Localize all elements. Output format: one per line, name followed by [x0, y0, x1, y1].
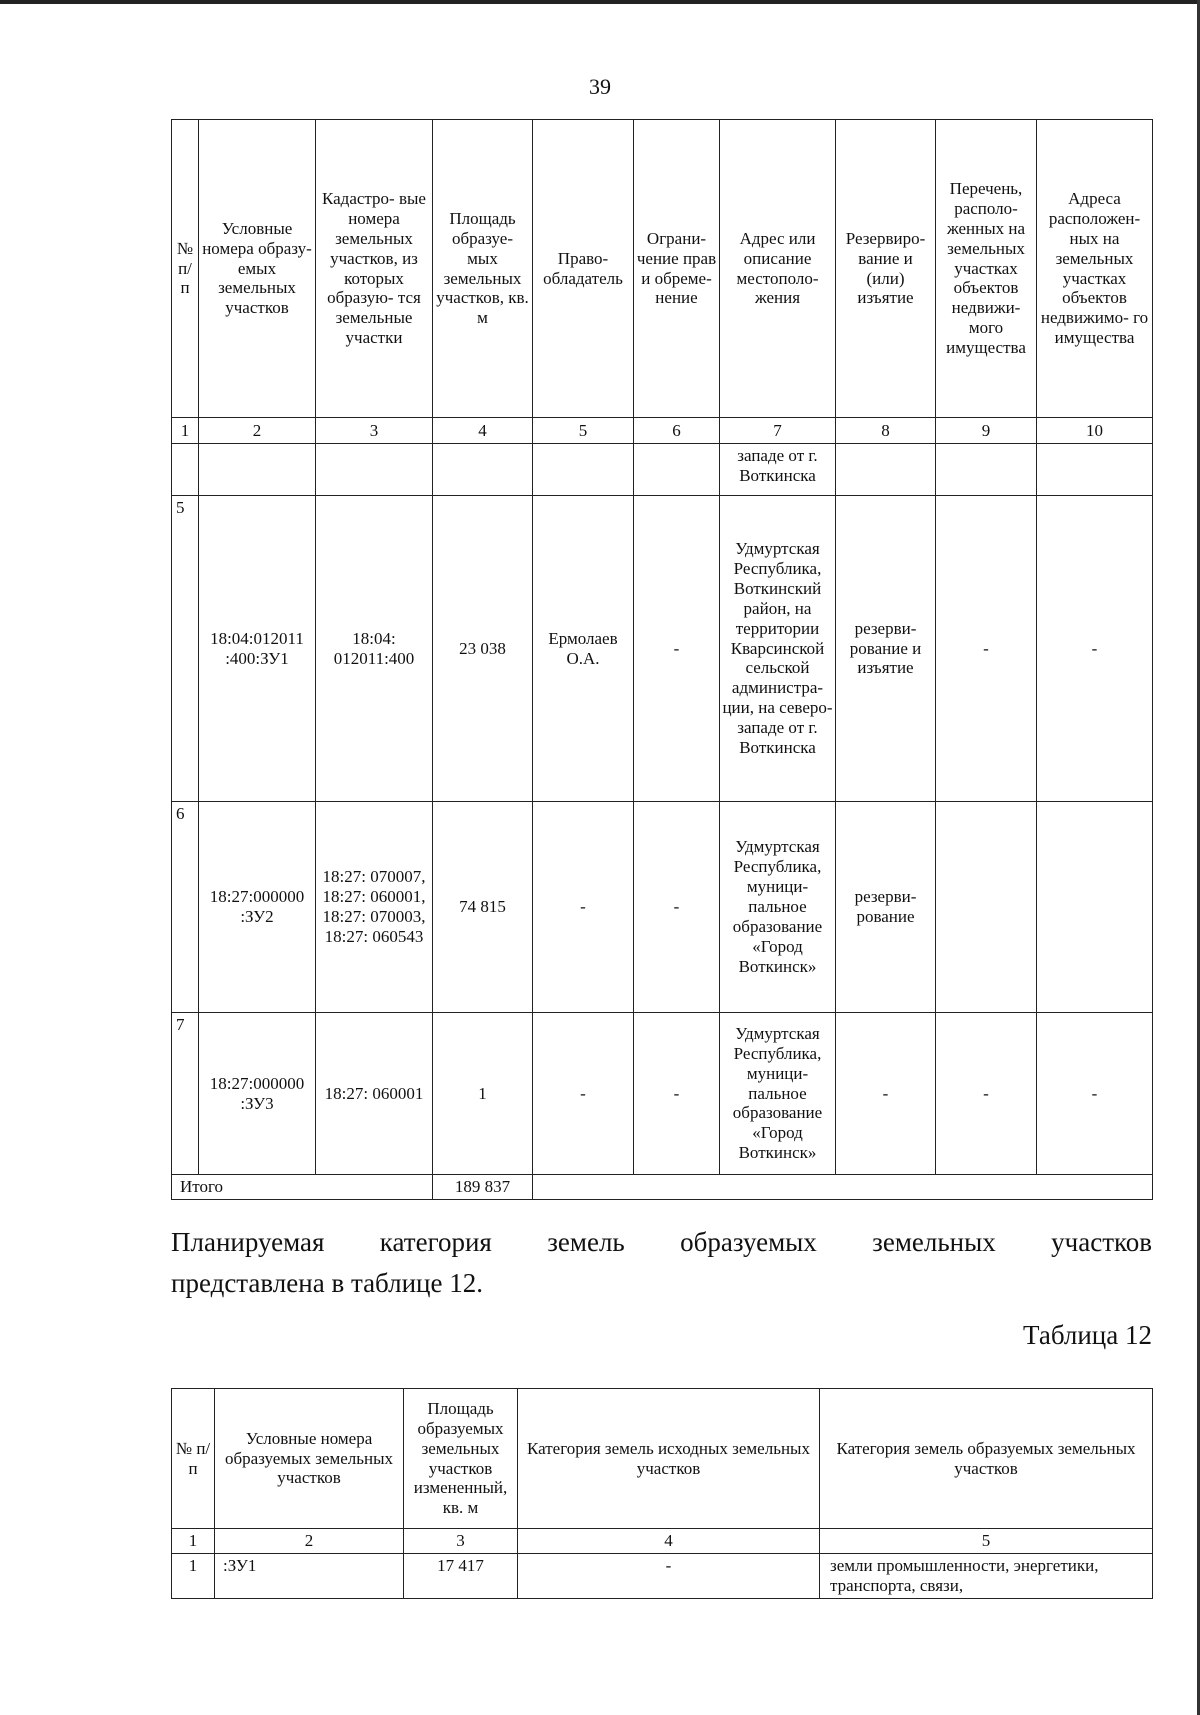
- page-top-edge: [0, 0, 1200, 4]
- new-category-cell: земли промышленности, энергетики, транспорта, связи,: [820, 1553, 1153, 1598]
- holder-cell: Ермолаев О.А.: [533, 496, 634, 802]
- column-number: 3: [316, 418, 433, 444]
- table-cell: [533, 1175, 1153, 1200]
- object-addresses-cell: -: [1037, 496, 1153, 802]
- header-cell: Площадь образуемых земельных участков измененный, кв. м: [404, 1389, 518, 1529]
- land-category-table: [171, 1388, 1153, 1599]
- cadastral-number-cell: 18:04: 012011:400: [316, 496, 433, 802]
- column-number: 1: [172, 418, 199, 444]
- source-category-cell: -: [518, 1553, 820, 1598]
- address-cell: Удмуртская Республика, муници- пальное образование «Город Воткинск»: [720, 802, 836, 1013]
- table-row: [172, 802, 1153, 1013]
- address-cell: Удмуртская Республика, муници- пальное образование «Город Воткинск»: [720, 1013, 836, 1175]
- holder-cell: -: [533, 802, 634, 1013]
- header-cell: Условные номера образуемых земельных участков: [215, 1389, 404, 1529]
- table-cell: [836, 444, 936, 496]
- restriction-cell: -: [634, 802, 720, 1013]
- objects-cell: -: [936, 496, 1037, 802]
- column-number: 2: [199, 418, 316, 444]
- table-cell: [533, 444, 634, 496]
- table-cell: [172, 444, 199, 496]
- object-addresses-cell: [1037, 802, 1153, 1013]
- header-cell: Резервиро- вание и (или) изъятие: [836, 120, 936, 418]
- column-number: 6: [634, 418, 720, 444]
- reservation-cell: резерви- рование: [836, 802, 936, 1013]
- header-cell: Условные номера образу- емых земельных участков: [199, 120, 316, 418]
- column-number: 4: [433, 418, 533, 444]
- reservation-cell: -: [836, 1013, 936, 1175]
- area-cell: 17 417: [404, 1553, 518, 1598]
- header-cell: Категория земель образуемых земельных участков: [820, 1389, 1153, 1529]
- address-cell: западе от г. Воткинска: [720, 444, 836, 496]
- restriction-cell: -: [634, 496, 720, 802]
- cadastral-number-cell: 18:27: 060001: [316, 1013, 433, 1175]
- table-cell: [1037, 444, 1153, 496]
- holder-cell: -: [533, 1013, 634, 1175]
- objects-cell: [936, 802, 1037, 1013]
- area-cell: 1: [433, 1013, 533, 1175]
- header-cell: Ограни- чение прав и обреме- нение: [634, 120, 720, 418]
- cadastral-number-cell: 18:27: 070007, 18:27: 060001, 18:27: 070003, 18:27: 060543: [316, 802, 433, 1013]
- conditional-number-cell: 18:27:000000 :ЗУ3: [199, 1013, 316, 1175]
- column-number: 3: [404, 1529, 518, 1554]
- table-cell: [634, 444, 720, 496]
- conditional-number-cell: 18:04:012011 :400:ЗУ1: [199, 496, 316, 802]
- header-cell: Право- обладатель: [533, 120, 634, 418]
- column-number: 7: [720, 418, 836, 444]
- table-row: [172, 496, 1153, 802]
- header-cell: Адрес или описание местополо- жения: [720, 120, 836, 418]
- column-number: 1: [172, 1529, 215, 1554]
- header-cell: Кадастро- вые номера земельных участков, из которых образую- тся земельные участки: [316, 120, 433, 418]
- area-cell: 23 038: [433, 496, 533, 802]
- total-value: 189 837: [433, 1175, 533, 1200]
- object-addresses-cell: -: [1037, 1013, 1153, 1175]
- column-number: 4: [518, 1529, 820, 1554]
- conditional-number-cell: :ЗУ1: [215, 1553, 404, 1598]
- header-cell: Площадь образуе- мых земельных участков, кв. м: [433, 120, 533, 418]
- table-cell: [936, 444, 1037, 496]
- restriction-cell: -: [634, 1013, 720, 1175]
- table-cell: [433, 444, 533, 496]
- total-row: [172, 1175, 1153, 1200]
- table-caption: Таблица 12: [1023, 1320, 1152, 1350]
- column-number: 10: [1037, 418, 1153, 444]
- header-cell: № п/п: [172, 1389, 215, 1529]
- row-number: 1: [172, 1553, 215, 1598]
- row-number: 6: [172, 802, 199, 1013]
- table-row: [172, 1013, 1153, 1175]
- header-cell: Категория земель исходных земельных участков: [518, 1389, 820, 1529]
- row-number: 7: [172, 1013, 199, 1175]
- column-number: 5: [820, 1529, 1153, 1554]
- header-cell: № п/п: [172, 120, 199, 418]
- column-number-row: [172, 1529, 1153, 1554]
- area-cell: 74 815: [433, 802, 533, 1013]
- page-number: 39: [589, 74, 611, 99]
- column-number: 2: [215, 1529, 404, 1554]
- conditional-number-cell: 18:27:000000 :ЗУ2: [199, 802, 316, 1013]
- paragraph-line: Планируемая категория земель образуемых земельных участков: [171, 1227, 1152, 1257]
- land-plots-table: [171, 119, 1153, 1200]
- objects-cell: -: [936, 1013, 1037, 1175]
- header-cell: Перечень, располо- женных на земельных участках объектов недвижи- мого имущества: [936, 120, 1037, 418]
- reservation-cell: резерви- рование и изъятие: [836, 496, 936, 802]
- table-row: [172, 1553, 1153, 1598]
- column-number: 8: [836, 418, 936, 444]
- row-number: 5: [172, 496, 199, 802]
- column-number-row: [172, 418, 1153, 444]
- table-cell: [199, 444, 316, 496]
- column-number: 9: [936, 418, 1037, 444]
- paragraph-line: представлена в таблице 12.: [171, 1268, 483, 1298]
- table-cell: [316, 444, 433, 496]
- header-cell: Адреса расположен- ных на земельных участках объектов недвижимо- го имущества: [1037, 120, 1153, 418]
- table-header-row: [172, 120, 1153, 418]
- address-cell: Удмуртская Республика, Воткинский район, на территории Кварсинской сельской администра- ции, на северо- западе от г. Воткинска: [720, 496, 836, 802]
- continuation-row: [172, 444, 1153, 496]
- table-header-row: [172, 1389, 1153, 1529]
- total-label: Итого: [172, 1175, 433, 1200]
- column-number: 5: [533, 418, 634, 444]
